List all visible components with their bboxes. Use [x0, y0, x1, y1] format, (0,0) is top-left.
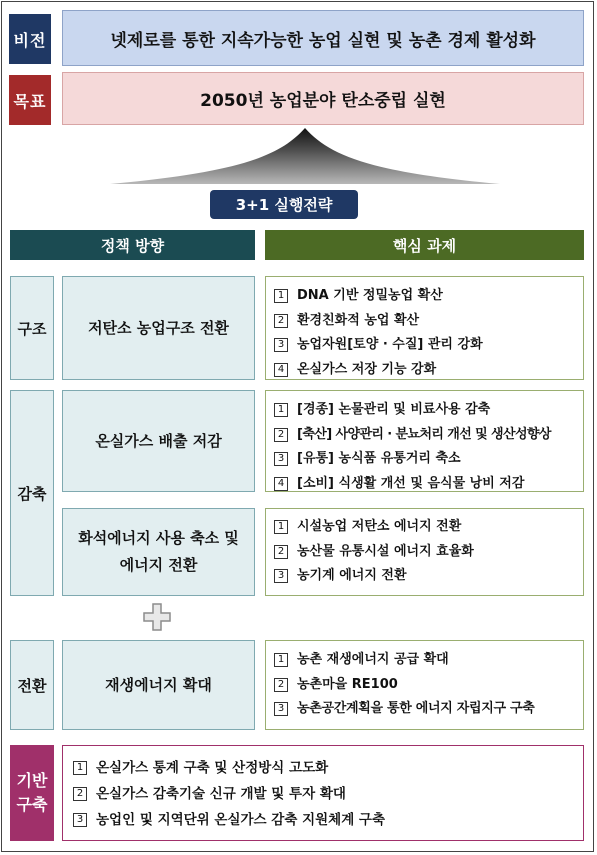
item-number: 1: [274, 520, 288, 534]
task-item: [274, 648, 583, 673]
policy-ghg-emission-reduction: 온실가스 배출 저감: [62, 390, 255, 492]
vision-tag: 비전: [9, 14, 51, 64]
task-text: 농기계 에너지 전환: [297, 568, 407, 583]
foundation-tag: [10, 745, 54, 841]
tasks-ghg-reduction: [265, 390, 584, 492]
vision-text: 넷제로를 통한 지속가능한 농업 실현 및 농촌 경제 활성화: [62, 10, 584, 66]
task-text: [소비] 식생활 개선 및 음식물 낭비 저감: [297, 475, 525, 491]
item-number: 3: [274, 569, 288, 583]
item-number: 1: [274, 653, 288, 667]
task-item: [274, 673, 583, 698]
task-text: 온실가스 통계 구축 및 산정방식 고도화: [96, 760, 329, 776]
task-text: 농촌공간계획을 통한 에너지 자립지구 구축: [297, 701, 535, 716]
tasks-fossil-energy: [265, 508, 584, 596]
task-text: 농업자원[토양 · 수질] 관리 강화: [297, 337, 483, 352]
task-item: [274, 447, 583, 472]
task-text: 농촌마을 RE100: [297, 676, 398, 692]
item-number: 2: [274, 428, 288, 442]
policy-header: 정책 방향: [10, 230, 255, 260]
item-number: 3: [274, 338, 288, 352]
task-text: 농업인 및 지역단위 온실가스 감축 지원체계 구축: [96, 812, 386, 828]
tasks-structure: [265, 276, 584, 380]
policy-renewable-energy-expansion: 재생에너지 확대: [62, 640, 255, 730]
task-text: 시설농업 저탄소 에너지 전환: [297, 519, 462, 534]
strategy-label: 3+1 실행전략: [210, 190, 358, 219]
task-text: [유통] 농식품 유통거리 축소: [297, 451, 461, 466]
task-item: [274, 358, 583, 383]
task-text: 농산물 유통시설 에너지 효율화: [297, 543, 474, 559]
task-text: [경종] 논물관리 및 비료사용 감축: [297, 402, 491, 417]
tasks-header: 핵심 과제: [265, 230, 584, 260]
task-item: [274, 333, 583, 358]
item-number: 3: [274, 452, 288, 466]
task-item: [274, 309, 583, 334]
item-number: 4: [274, 363, 288, 377]
task-item: [274, 564, 583, 589]
category-reduction: 감축: [10, 390, 54, 596]
item-number: 1: [274, 403, 288, 417]
item-number: 2: [274, 545, 288, 559]
category-transition: 전환: [10, 640, 54, 730]
item-number: 2: [274, 314, 288, 328]
goal-text: 2050년 농업분야 탄소중립 실현: [62, 72, 584, 125]
policy-low-carbon-structure: 저탄소 농업구조 전환: [62, 276, 255, 380]
item-number: 4: [274, 477, 288, 491]
upward-arch-arrow-icon: [110, 128, 500, 184]
task-text: 농촌 재생에너지 공급 확대: [297, 652, 449, 667]
item-number: 1: [274, 289, 288, 303]
item-number: 2: [73, 787, 87, 801]
policy-fossil-energy-transition: [62, 508, 255, 596]
item-number: 1: [73, 761, 87, 775]
policy-line: 에너지 전환: [119, 556, 198, 574]
task-item: [274, 697, 583, 722]
task-item: [274, 472, 583, 497]
plus-icon: [143, 603, 171, 631]
goal-tag: 목표: [9, 75, 51, 125]
foundation-tag-line: 기반: [16, 771, 48, 790]
task-text: [축산] 사양관리 · 분뇨처리 개선 및 생산성향상: [297, 426, 551, 442]
task-item: [274, 540, 583, 565]
category-structure: 구조: [10, 276, 54, 380]
task-text: 환경친화적 농업 확산: [297, 312, 420, 328]
task-text: 온실가스 감축기술 신규 개발 및 투자 확대: [96, 786, 346, 802]
task-text: 온실가스 저장 기능 강화: [297, 361, 437, 377]
foundation-tasks: [62, 745, 584, 841]
policy-line: 화석에너지 사용 축소 및: [78, 529, 239, 547]
item-number: 3: [274, 702, 288, 716]
task-item: [73, 807, 583, 833]
task-item: [274, 398, 583, 423]
task-item: [274, 284, 583, 309]
task-item: [274, 423, 583, 448]
tasks-renewable-energy: [265, 640, 584, 730]
foundation-tag-line: 구축: [16, 795, 48, 814]
item-number: 3: [73, 813, 87, 827]
task-item: [73, 755, 583, 781]
item-number: 2: [274, 678, 288, 692]
task-item: [274, 515, 583, 540]
task-text: DNA 기반 정밀농업 확산: [297, 288, 443, 303]
task-item: [73, 781, 583, 807]
